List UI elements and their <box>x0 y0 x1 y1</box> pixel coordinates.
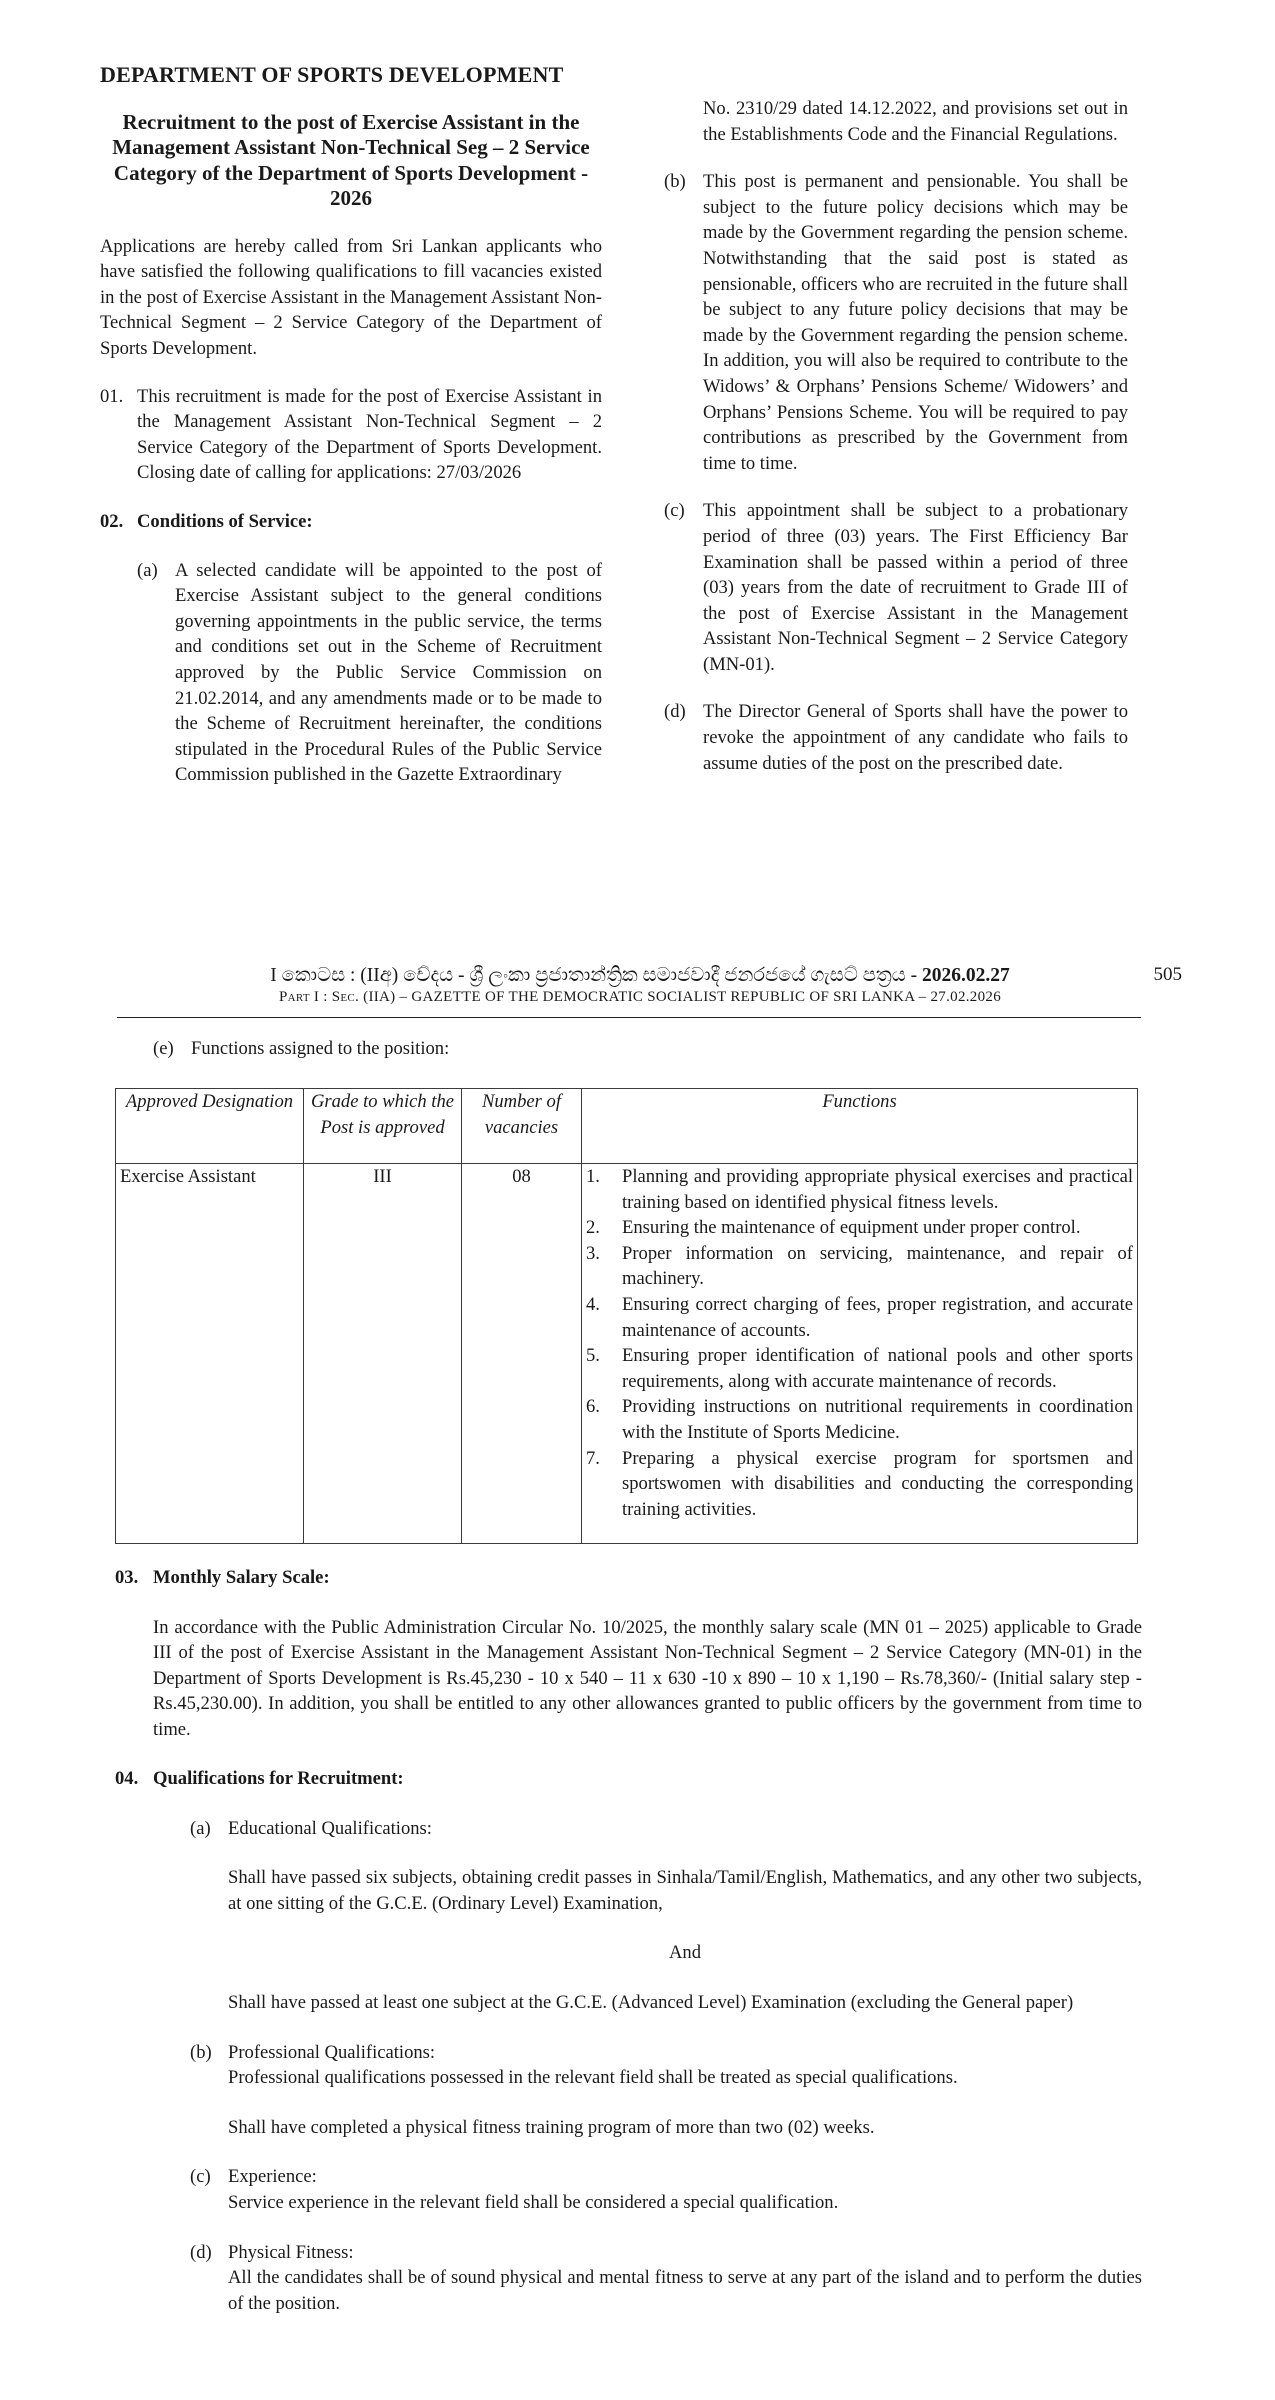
gazette-header-date: 2026.02.27 <box>922 965 1010 986</box>
list-item: 3. Proper information on servicing, maintenance, and repair of machinery. <box>586 1242 1133 1290</box>
qualifications-heading-row <box>115 1766 1142 1792</box>
item-02-number: 02. <box>100 510 124 532</box>
qual-a-text2: Shall have passed at least one subject at the G.C.E. (Advanced Level) Examination (excluding the General paper) <box>228 1991 1074 2013</box>
item-02b <box>664 169 1128 476</box>
item-02c <box>664 498 1128 677</box>
col-header-designation: Approved Designation <box>116 1089 304 1164</box>
item-01 <box>100 384 602 486</box>
col-header-vacancies: Number of vacancies <box>462 1089 582 1164</box>
designation-cell: Exercise Assistant <box>116 1164 304 1544</box>
gazette-header-english: Part I : Sec. (IIA) – GAZETTE OF THE DEMOCRATIC SOCIALIST REPUBLIC OF SRI LANKA – 27.02.2026 <box>278 989 1002 1005</box>
salary-number: 03. <box>115 1567 139 1588</box>
list-item: 7. Preparing a physical exercise program for sportsmen and sportswomen with disabilities and conducting the corresponding training activities. <box>586 1447 1133 1520</box>
item-01-number: 01. <box>100 385 124 407</box>
functions-list <box>586 1164 1133 1522</box>
functions-table <box>115 1088 1138 1544</box>
gazette-header <box>120 964 1182 1006</box>
qual-c-heading-row <box>190 2164 1142 2190</box>
department-heading: DEPARTMENT OF SPORTS DEVELOPMENT <box>100 62 564 87</box>
left-column <box>100 62 602 788</box>
qualifications-heading: Qualifications for Recruitment: <box>153 1768 404 1789</box>
header-rule <box>117 1017 1141 1018</box>
qual-b-text1: Professional qualifications possessed in the relevant field shall be treated as special qualifications. <box>228 2067 958 2089</box>
intro-paragraph: Applications are hereby called from Sri Lankan applicants who have satisfied the following qualifications to fill vacancies existed in the post of Exercise Assistant in the Management Assistant Non-Technical Segment – 2 Service Category of the Department of Sports Development. <box>100 235 602 359</box>
salary-heading: Monthly Salary Scale: <box>153 1567 330 1588</box>
qual-b-heading: Professional Qualifications: <box>228 2041 436 2063</box>
item-02-heading-row <box>100 509 602 535</box>
item-02a-continuation <box>664 96 1128 147</box>
salary-heading-row <box>115 1565 1142 1591</box>
functions-heading: Functions assigned to the position: <box>191 1038 450 1059</box>
item-02d <box>664 699 1128 776</box>
qual-d-label: (d) <box>190 2241 212 2263</box>
qual-b-heading-row <box>190 2040 1142 2066</box>
list-item: 6. Providing instructions on nutritional requirements in coordination with the Institute of Sports Medicine. <box>586 1396 1133 1443</box>
col-header-grade: Grade to which the Post is approved <box>304 1089 462 1164</box>
qual-c-text: Service experience in the relevant field shall be considered a special qualification. <box>228 2191 839 2213</box>
item-02a-text: A selected candidate will be appointed to the post of Exercise Assistant subject to the general conditions governing appointments in the public service, the terms and conditions set out in the Scheme of Recruitment approved by the Public Service Commission on 21.02.2014, and any amendments made or to be made to the Scheme of Recruitment hereinafter, the conditions stipulated in the Procedural Rules of the Public Service Commission published in the Gazette Extraordinary <box>175 559 602 786</box>
notice-title: Recruitment to the post of Exercise Assistant in the Management Assistant Non-Technical Seg – 2 Service Category of the Department of Sports Development - 2026 <box>112 109 590 211</box>
functions-cell <box>582 1164 1138 1544</box>
qualifications-number: 04. <box>115 1768 139 1789</box>
qualifications-section <box>115 1766 1142 2316</box>
item-02b-text: This post is permanent and pensionable. You shall be subject to the future policy decisions which may be made by the Government regarding the pension scheme. Notwithstanding that the said post is stated as pensionable, officers who are recruited in the future shall be subject to any future policy decisions that may be made by the Government regarding the pension scheme. In addition, you will also be required to contribute to the Widows’ & Orphans’ Pensions Scheme/ Widowers’ and Orphans’ Pensions Scheme. You will be required to pay contributions as prescribed by the Government from time to time. <box>703 171 1128 474</box>
continuation-text: No. 2310/29 dated 14.12.2022, and provisions set out in the Establishments Code and the Financial Regulations. <box>703 98 1128 145</box>
table-row <box>116 1164 1138 1544</box>
page-number: 505 <box>1153 964 1182 985</box>
item-02a-label: (a) <box>137 559 158 581</box>
item-02b-label: (b) <box>664 171 686 193</box>
qual-a-and: And <box>668 1942 702 1964</box>
grade-cell: III <box>304 1164 462 1544</box>
functions-heading-row <box>153 1036 953 1062</box>
qual-a-heading-row <box>190 1816 1142 1842</box>
item-02c-text: This appointment shall be subject to a probationary period of three (03) years. The First Efficiency Bar Examination shall be passed within a period of three (03) years from the date of recruitment to Grade III of the post of Exercise Assistant in the Management Assistant Non-Technical Segment – 2 Service Category (MN-01). <box>703 500 1128 675</box>
gazette-header-sinhala <box>120 964 1182 987</box>
item-02a <box>100 558 602 788</box>
list-item: 2. Ensuring the maintenance of equipment under proper control. <box>586 1217 1081 1239</box>
list-item: 1. Planning and providing appropriate physical exercises and practical training based on identified physical fitness levels. <box>586 1166 1133 1213</box>
qual-d-heading: Physical Fitness: <box>228 2241 354 2263</box>
list-item: 5. Ensuring proper identification of national pools and other sports requirements, along with accurate maintenance of records. <box>586 1345 1133 1392</box>
qual-d-heading-row <box>190 2240 1142 2266</box>
qual-a-label: (a) <box>190 1817 211 1839</box>
col-header-functions: Functions <box>582 1089 1138 1164</box>
qual-a-heading: Educational Qualifications: <box>228 1817 432 1839</box>
item-02d-label: (d) <box>664 701 686 723</box>
functions-label: (e) <box>153 1038 174 1059</box>
item-02-heading: Conditions of Service: <box>137 510 313 532</box>
gazette-header-sinhala-text: I කොටස : (IIඅ) චේදය - ශ්‍රී ලංකා ප්‍රජාතාන්ත්‍රික සමාජවාදී ජනරජයේ ගැසට් පත්‍රය - <box>270 965 923 986</box>
qual-b-label: (b) <box>190 2041 212 2063</box>
qual-c-label: (c) <box>190 2166 211 2188</box>
qual-b-text2: Shall have completed a physical fitness training program of more than two (02) weeks. <box>228 2116 875 2138</box>
list-item: 4. Ensuring correct charging of fees, proper registration, and accurate maintenance of accounts. <box>586 1293 1133 1341</box>
item-01-text: This recruitment is made for the post of Exercise Assistant in the Management Assistant Non-Technical Segment – 2 Service Category of the Department of Sports Development. Closing date of calling for applications: 27/03/2026 <box>137 385 602 484</box>
vacancies-cell: 08 <box>462 1164 582 1544</box>
right-column <box>664 96 1128 776</box>
item-02d-text: The Director General of Sports shall have the power to revoke the appointment of any candidate who fails to assume duties of the post on the prescribed date. <box>703 701 1128 774</box>
qual-d-text: All the candidates shall be of sound physical and mental fitness to serve at any part of the island and to perform the duties of the position. <box>228 2267 1142 2314</box>
qual-a-text1: Shall have passed six subjects, obtaining credit passes in Sinhala/Tamil/English, Mathematics, and any other two subjects, at one sitting of the G.C.E. (Ordinary Level) Examination, <box>228 1867 1142 1914</box>
item-02c-label: (c) <box>664 500 685 522</box>
functions-table-header <box>116 1089 1138 1164</box>
qual-c-heading: Experience: <box>228 2166 317 2188</box>
salary-section <box>115 1565 1142 1743</box>
salary-text: In accordance with the Public Administration Circular No. 10/2025, the monthly salary scale (MN 01 – 2025) applicable to Grade III of the post of Exercise Assistant in the Management Assistant Non-Technical Segment – 2 Service Category (MN-01) in the Department of Sports Development is Rs.45,230 - 10 x 540 – 11 x 630 -10 x 890 – 10 x 1,190 – Rs.78,360/- (Initial salary step - Rs.45,230.00). In addition, you shall be entitled to any other allowances granted to public officers by the government from time to time. <box>153 1616 1142 1740</box>
